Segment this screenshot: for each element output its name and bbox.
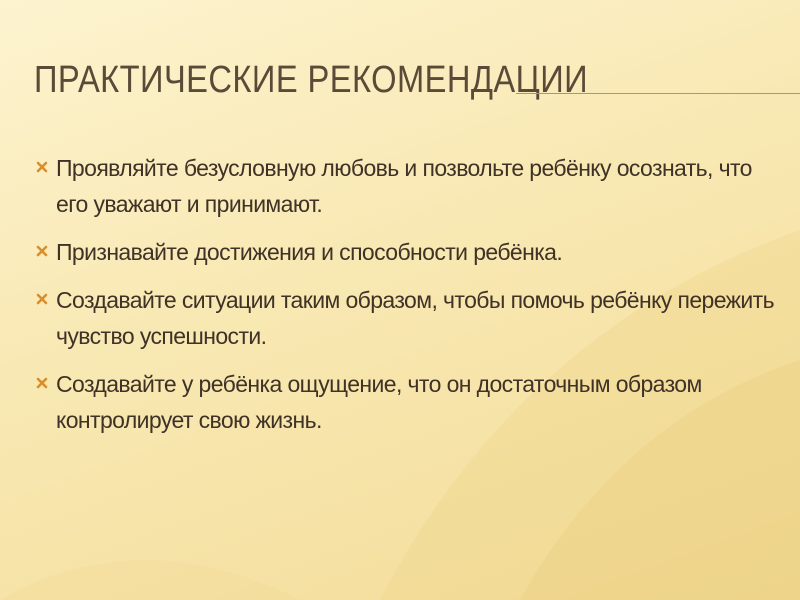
bullet-item <box>36 234 776 270</box>
x-mark-icon <box>36 377 48 389</box>
title-area <box>34 58 800 102</box>
bullet-list <box>36 150 776 450</box>
bullet-text: Создавайте ситуации таким образом, чтобы помочь ребёнку пережить чувство успешности. <box>56 287 774 349</box>
x-mark-icon <box>36 293 48 305</box>
bullet-item <box>36 282 776 354</box>
x-mark-icon <box>36 161 48 173</box>
title-underline <box>516 93 800 94</box>
x-mark-icon <box>36 245 48 257</box>
bullet-text: Проявляйте безусловную любовь и позвольте ребёнку осознать, что его уважают и принимают. <box>56 155 752 217</box>
bullet-text: Создавайте у ребёнка ощущение, что он достаточным образом контролирует свою жизнь. <box>56 371 702 433</box>
slide-title: ПРАКТИЧЕСКИЕ РЕКОМЕНДАЦИИ <box>34 59 589 101</box>
bullet-text: Признавайте достижения и способности ребёнка. <box>56 239 563 265</box>
bullet-item <box>36 150 776 222</box>
bullet-item <box>36 366 776 438</box>
